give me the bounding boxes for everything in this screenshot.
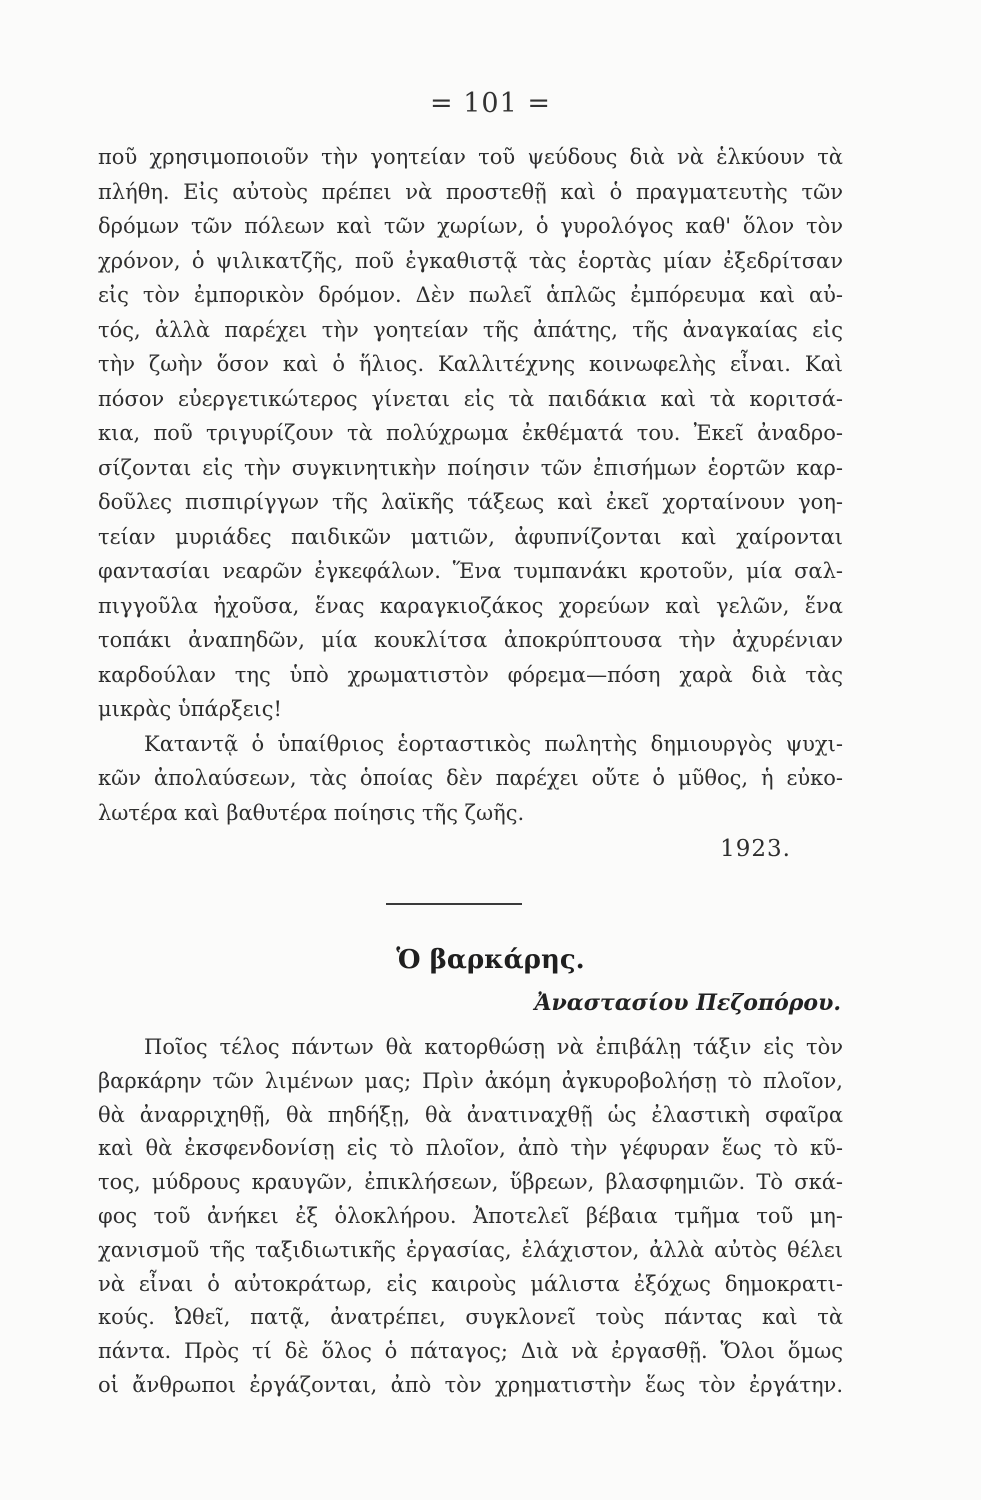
text-line: κούς. Ὠθεῖ, πατᾷ, ἀνατρέπει, συγκλονεῖ τοὺς πάντας καὶ τὰ (98, 1305, 843, 1330)
text-line: Ποῖος τέλος πάντων θὰ κατορθώσῃ νὰ ἐπιβάλῃ τάξιν εἰς τὸν (144, 1035, 843, 1059)
text-line: τὴν ζωὴν ὅσον καὶ ὁ ἥλιος. Καλλιτέχνης κοινωφελὴς εἶναι. Καὶ (98, 352, 843, 376)
essay-title: Ὁ βαρκάρης. (396, 945, 585, 975)
text-line: ποῦ χρησιμοποιοῦν τὴν γοητείαν τοῦ ψεύδους διὰ νὰ ἑλκύουν τὰ (98, 145, 843, 169)
essay-author: Ἀναστασίου Πεζοπόρου. (534, 990, 841, 1016)
section-divider (386, 903, 522, 905)
text-line: δοῦλες πισπιρίγγων τῆς λαϊκῆς τάξεως καὶ ἐκεῖ χορταίνουν γοη- (98, 490, 843, 514)
text-line: μικρὰς ὑπάρξεις! (98, 697, 282, 721)
text-line: βαρκάρην τῶν λιμένων μας; Πρὶν ἀκόμη ἀγκυροβολήσῃ τὸ πλοῖον, (98, 1068, 843, 1093)
text-line: τος, μύδρους κραυγῶν, ἐπικλήσεων, ὕβρεων, βλασφημιῶν. Τὸ σκά- (98, 1170, 843, 1195)
section1-text (98, 140, 843, 830)
text-line: τείαν μυριάδες παιδικῶν ματιῶν, ἀφυπνίζονται καὶ χαίρονται (98, 524, 843, 549)
section2-text (98, 1031, 843, 1403)
text-line: χρόνον, ὁ ψιλικατζῆς, ποῦ ἐγκαθιστᾷ τὰς ἑορτὰς μίαν ἐξεδρίτσαν (98, 248, 843, 273)
text-line: πάντα. Πρὸς τί δὲ ὅλος ὁ πάταγος; Διὰ νὰ ἐργασθῇ. Ὅλοι ὅμως (98, 1339, 843, 1364)
text-line: τοπάκι ἀναπηδῶν, μία κουκλίτσα ἀποκρύπτουσα τὴν ἀχυρένιαν (98, 628, 843, 652)
text-line: θὰ ἀναρριχηθῇ, θὰ πηδήξῃ, θὰ ἀνατιναχθῇ ὡς ἐλαστικὴ σφαῖρα (98, 1102, 843, 1127)
text-line: κια, ποῦ τριγυρίζουν τὰ πολύχρωμα ἐκθέματά του. Ἐκεῖ ἀναδρο- (98, 421, 843, 445)
text-line: πιγγοῦλα ἠχοῦσα, ἕνας καραγκιοζάκος χορεύων καὶ γελῶν, ἕνα (98, 593, 843, 618)
text-line: χανισμοῦ τῆς ταξιδιωτικῆς ἐργασίας, ἐλάχιστον, ἀλλὰ αὐτὸς θέλει (98, 1237, 843, 1262)
text-line: εἰς τὸν ἐμπορικὸν δρόμον. Δὲν πωλεῖ ἁπλῶς ἐμπόρευμα καὶ αὐ- (98, 283, 843, 307)
essay-year: 1923. (720, 836, 791, 862)
text-line: φος τοῦ ἀνήκει ἐξ ὁλοκλήρου. Ἀποτελεῖ βέβαια τμῆμα τοῦ μη- (98, 1203, 843, 1228)
text-line: τός, ἀλλὰ παρέχει τὴν γοητείαν τῆς ἀπάτης, τῆς ἀναγκαίας εἰς (98, 317, 843, 342)
text-line: πλήθη. Εἰς αὐτοὺς πρέπει νὰ προστεθῇ καὶ ὁ πραγματευτὴς τῶν (98, 179, 843, 204)
page-number: = 101 = (430, 88, 551, 119)
text-line: νὰ εἶναι ὁ αὐτοκράτωρ, εἰς καιροὺς μάλιστα ἐξόχως δημοκρατι- (98, 1271, 843, 1296)
text-line: κῶν ἀπολαύσεων, τὰς ὁποίας δὲν παρέχει οὔτε ὁ μῦθος, ἡ εὐκο- (98, 766, 843, 790)
text-line: καρδούλαν της ὑπὸ χρωματιστὸν φόρεμα—πόση χαρὰ διὰ τὰς (98, 662, 843, 687)
text-line: καὶ θὰ ἐκσφενδονίσῃ εἰς τὸ πλοῖον, ἀπὸ τὴν γέφυραν ἕως τὸ κῦ- (98, 1136, 843, 1161)
text-line: Καταντᾷ ὁ ὑπαίθριος ἑορταστικὸς πωλητὴς δημιουργὸς ψυχι- (144, 731, 843, 756)
text-line: οἱ ἄνθρωποι ἐργάζονται, ἀπὸ τὸν χρηματιστὴν ἕως τὸν ἐργάτην. (98, 1372, 843, 1397)
text-line: δρόμων τῶν πόλεων καὶ τῶν χωρίων, ὁ γυρολόγος καθ' ὅλον τὸν (98, 214, 843, 238)
text-line: σίζονται εἰς τὴν συγκινητικὴν ποίησιν τῶν ἐπισήμων ἑορτῶν καρ- (98, 455, 843, 480)
text-line: πόσον εὐεργετικώτερος γίνεται εἰς τὰ παιδάκια καὶ τὰ κοριτσά- (98, 386, 843, 411)
text-line: λωτέρα καὶ βαθυτέρα ποίησις τῆς ζωῆς. (98, 800, 525, 825)
text-line: φαντασίαι νεαρῶν ἐγκεφάλων. Ἕνα τυμπανάκι κροτοῦν, μία σαλ- (98, 559, 843, 583)
